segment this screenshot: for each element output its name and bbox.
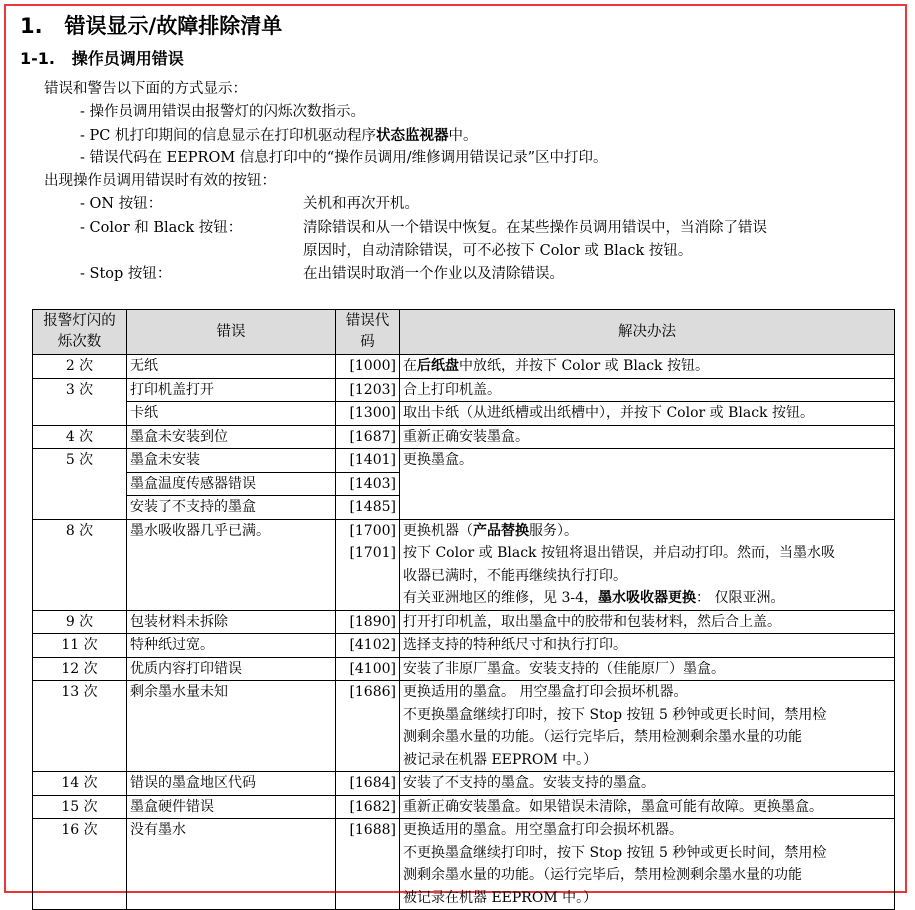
button-desc-color-black: 清除错误和从一个错误中恢复。在某些操作员调用错误中，当消除了错误 xyxy=(303,220,767,236)
intro-bullet-1: - 操作员调用错误由报警灯的闪烁次数指示。 xyxy=(80,104,366,120)
table-row: 8 次 墨水吸收器几乎已满。 [1700] [1701] 更换机器（产品替换服务）。 按下 Color 或 Black 按钮将退出错误，并启动打印。然而，当墨水吸 收器已满时，不能再继续执行打印。 有关亚洲地区的维修，见 3-4，墨水吸收器更换： 仅限亚洲。 xyxy=(33,519,895,610)
button-name-color-black: - Color 和 Black 按钮： xyxy=(80,220,243,236)
table-row: 16 次 没有墨水 [1688] 更换适用的墨盒。用空墨盒打印会损坏机器。 不更换墨盒继续打印时，按下 Stop 按钮 5 秒钟或更长时间，禁用检 测剩余墨水量的功能。（运行完毕后，禁用检测剩余墨水量的功能 被记录在机器 EEPROM 中。） xyxy=(33,819,895,910)
table-row: 12 次 优质内容打印错误 [4100] 安装了非原厂墨盒。安装支持的（佳能原厂）墨盒。 xyxy=(33,657,895,681)
table-row: 14 次 错误的墨盒地区代码 [1684] 安装了不支持的墨盒。安装支持的墨盒。 xyxy=(33,772,895,796)
section-title: 1-1. 操作员调用错误 xyxy=(20,49,184,68)
table-row: 13 次 剩余墨水量未知 [1686] 更换适用的墨盒。 用空墨盒打印会损坏机器。 不更换墨盒继续打印时，按下 Stop 按钮 5 秒钟或更长时间，禁用检 测剩余墨水量的功能。（运行完毕后，禁用检测剩余墨水量的功能 被记录在机器 EEPROM 中。） xyxy=(33,681,895,772)
table-row: 2 次 无纸 [1000] 在后纸盘中放纸，并按下 Color 或 Black 按钮。 xyxy=(33,355,895,379)
header-count: 报警灯闪的 烁次数 xyxy=(33,310,127,355)
buttons-intro: 出现操作员调用错误时有效的按钮： xyxy=(44,173,276,189)
table-row: 9 次 包装材料未拆除 [1890] 打开打印机盖，取出墨盒中的胶带和包装材料，然后合上盖。 xyxy=(33,610,895,634)
table-row: 3 次 打印机盖打开 [1203] 合上打印机盖。 xyxy=(33,378,895,402)
table-row: 5 次 墨盒未安装 [1401] 更换墨盒。 xyxy=(33,449,895,473)
button-desc-on: 关机和再次开机。 xyxy=(303,196,419,212)
table-row: 11 次 特种纸过宽。 [4102] 选择支持的特种纸尺寸和执行打印。 xyxy=(33,634,895,658)
table-row: 4 次 墨盒未安装到位 [1687] 重新正确安装墨盒。 xyxy=(33,425,895,449)
table-row: 卡纸 [1300] 取出卡纸（从进纸槽或出纸槽中），并按下 Color 或 Black 按钮。 xyxy=(33,402,895,426)
page-title: 1. 错误显示/故障排除清单 xyxy=(20,14,283,38)
table-row: 墨盒温度传感器错误 [1403] xyxy=(33,472,895,496)
header-solution: 解决办法 xyxy=(400,310,895,355)
table-header xyxy=(33,310,895,355)
table-row: 安装了不支持的墨盒 [1485] xyxy=(33,496,895,520)
header-code: 错误代 码 xyxy=(336,310,400,355)
button-desc-stop: 在出错误时取消一个作业以及清除错误。 xyxy=(303,266,564,282)
error-table xyxy=(32,309,895,910)
header-error: 错误 xyxy=(127,310,336,355)
intro-bullet-3: - 错误代码在 EEPROM 信息打印中的“操作员调用/维修调用错误记录”区中打印。 xyxy=(80,150,608,166)
table-row: 15 次 墨盒硬件错误 [1682] 重新正确安装墨盒。如果错误未清除，墨盒可能有故障。更换墨盒。 xyxy=(33,795,895,819)
button-desc-color-black-2: 原因时，自动清除错误，可不必按下 Color 或 Black 按钮。 xyxy=(303,243,693,259)
intro-bullet-2: - PC 机打印期间的信息显示在打印机驱动程序状态监视器中。 xyxy=(80,127,478,144)
button-name-on: - ON 按钮： xyxy=(80,196,163,212)
button-name-stop: - Stop 按钮： xyxy=(80,266,172,282)
intro-line: 错误和警告以下面的方式显示： xyxy=(44,81,247,97)
